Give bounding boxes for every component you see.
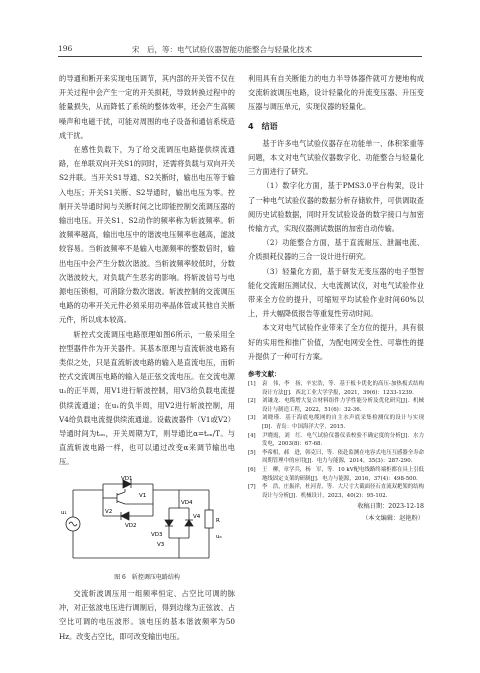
reference-item <box>248 483 424 500</box>
running-title: 宋 后，等：电气试验仪器智能功能整合与轻量化技术 <box>132 45 312 54</box>
reference-number: [5] <box>248 449 256 456</box>
reference-text: 王 柳，章学兵，杨 军，等．10 kV配电线路终端柜都在具上引低地线固定支架的研制[J]．电力与能源，2016，37(4)：498-500. <box>262 467 424 482</box>
label-v4: V4 <box>193 513 201 520</box>
paragraph: （2）功能整合方面，基于直流耐压、泄漏电流、介质损耗仪器的三合一设计进行研究。 <box>248 238 424 262</box>
label-vd2: VD2 <box>125 522 137 529</box>
reference-number: [4] <box>248 432 256 439</box>
reference-text: 李希相，郝 进，韩克曰，等．依赴监测在电容式电压互感器全寿命周期管理中的应用[J]．电力与能源，2014，35(3)：287-290. <box>262 449 424 465</box>
label-r: R <box>216 517 220 524</box>
label-vd3: VD3 <box>151 531 163 538</box>
reference-item <box>248 414 424 431</box>
right-column <box>248 72 424 524</box>
label-u1: u₁ <box>61 509 67 516</box>
section-heading: 4 结语 <box>248 121 278 131</box>
reference-number: [3] <box>248 415 256 422</box>
header-rule <box>58 56 422 57</box>
left-column <box>59 72 235 644</box>
reference-text: 刘晓瑾．基于海底电缆网的自主水声底采集检测仪的设计与实现[D]．青岛：中国海洋大学，2015. <box>262 415 424 431</box>
reference-number: [7] <box>248 484 256 491</box>
reference-number: [6] <box>248 467 256 473</box>
label-v1: V1 <box>139 492 147 499</box>
label-vd1: VD1 <box>121 475 133 482</box>
label-v3: V3 <box>157 541 165 548</box>
paragraph: 在感性负载下，为了给交流调压电路提供续流通路，在单联双向开关S1的同时，还需将负载与双向开关S2并联。当开关S1导通、S2关断时，输出电压等于输入电压；开关S1关断、S2导通时，输出电压为零。控制开关导通时间与关断时间之比即能控制交流调压器的输出电压。开关S1、S2动作的频率称为斩波频率。斩波频率越高，输出电压中的谐波电压频率也越高，滤波较容易。当斩波频率不是输入电源频率的整数倍时，输出电压中会产生分数次谐波。当斩波频率较低时，分数次谐波较大，对负载产生恶劣的影响。将斩波信号与电源电压锁相，可消除分数次谐波。斩波控制的交流调压电路的功率开关元件必须采用功率晶体管或其他自关断元件，所以成本较高。 <box>59 145 235 325</box>
figure-caption: 图 6 斩控调压电路结构 <box>114 573 180 581</box>
reference-text: 尹晓霞，刘 红．电气试验仪器仪表校验不确定度的分析[J]．水力发电，2003(8)：67-68. <box>262 432 424 448</box>
figure-6 <box>59 476 235 583</box>
paragraph: 的导通和断开来实现电压调节，其内部的开关管不仅在开关过程中会产生一定的开关损耗，导致转换过程中的能量损失，从而降低了系统的整体效率，还会产生高频噪声和电磁干扰，可能对周围的电子设备和通信系统造成干扰。 <box>59 74 235 140</box>
paragraph: （3）轻量化方面，基于研发无变压器的电子型智能化交流耐压测试仪、大电流测试仪，对电气试验作业带来全方位的提升，可缩短平均试验作业时间60%以上，并大幅降低报告等重复性劳动时间。 <box>248 266 424 319</box>
reference-text: 袁 伟，李 扬，辛宏浩，等．基于板卡优化的高压-加热板式结构设计方法[J]．西北工业大学学报，2021，39(6)：1233-1239. <box>262 381 424 396</box>
label-vd4: VD4 <box>181 499 193 506</box>
chopper-circuit-diagram <box>59 476 235 568</box>
reference-number: [1] <box>248 381 256 388</box>
paragraph: 基于许多电气试验仪器存在功能单一、体积笨重等问题，本文对电气试验仪器数字化、功能整合与轻量化三方面进行了研究。 <box>248 138 424 177</box>
page-number: 196 <box>58 44 73 53</box>
reference-item <box>248 380 424 397</box>
reference-number: [2] <box>248 398 256 405</box>
references-title: 参考文献： <box>248 370 281 379</box>
reference-text: 李 浩，庄振祥，杜河青，等．大尺寸大截面径石直流双耙架的结构设计与分析[J]．机械设计，2023，40(2)：95-102. <box>262 484 424 499</box>
reference-item <box>248 449 424 466</box>
page-header <box>58 44 422 56</box>
paragraph: 交流斩波调压用一组频率恒定、占空比可调的脉冲，对正弦波电压进行调制后，得到边缘为正弦波、占空比可调的电压波形。该电压的基本谐波频率为50 Hz。改变占空比，即可改变输出电压。 <box>59 588 235 641</box>
reference-item <box>248 466 424 483</box>
received-date: 收稿日期：2023-12-18 <box>357 503 424 511</box>
paragraph: 斩控式交流调压电路原理如图6所示，一般采用全控型器件作为开关器件。其基本原理与直流斩波电路有类似之处，只是直流斩波电路的输入是直流电压，而斩控式交流调压电路的输入是正弦交流电压。在交流电源u₁的正半周，用V1进行斩波控制，用V3给负载电流提供续流通道；在u₁的负半周，用V2进行斩波控制，用V4给负载电流提供续流通道。设截波器件（V1或V2）导通时间为tₒₙ，开关周期为T，则导通比α=tₒₙ/T。与直流斩波电路一样，也可以通过改变α来调节输出电压。 <box>59 329 235 467</box>
paragraph: （1）数字化方面，基于PMS3.0平台构架，设计了一种电气试验仪器的数据分析存储软件，可供调取查阅历史试验数据，同时开发试验设备的数字接口与加密传输方式，实现仪器测试数据的加密自动传输。 <box>248 181 424 234</box>
paragraph: 利用具有自关断能力的电力半导体器件就可方便地构成交流斩波调压电路，设计轻量化的升流变压器、升压变压器与调压单元，实现仪器的轻量化。 <box>248 74 424 112</box>
label-uo: uₒ <box>216 533 222 540</box>
editor-credit: （本文编辑：赵艳粉） <box>362 515 424 523</box>
reference-item <box>248 397 424 414</box>
reference-text: 刘谦龙．电缆增大复合材料组件力学性能分析及优化研究[J]．机械设计与制造工程，2022，51(6)：32-36. <box>262 398 424 413</box>
label-v2: V2 <box>105 508 113 515</box>
references-list <box>248 380 424 500</box>
reference-item <box>248 432 424 449</box>
paragraph: 本文对电气试验作业带来了全方位的提升，具有很好的实用性和推广价值，为配电网安全性、可靠性的提升提供了一种可行方案。 <box>248 323 424 361</box>
